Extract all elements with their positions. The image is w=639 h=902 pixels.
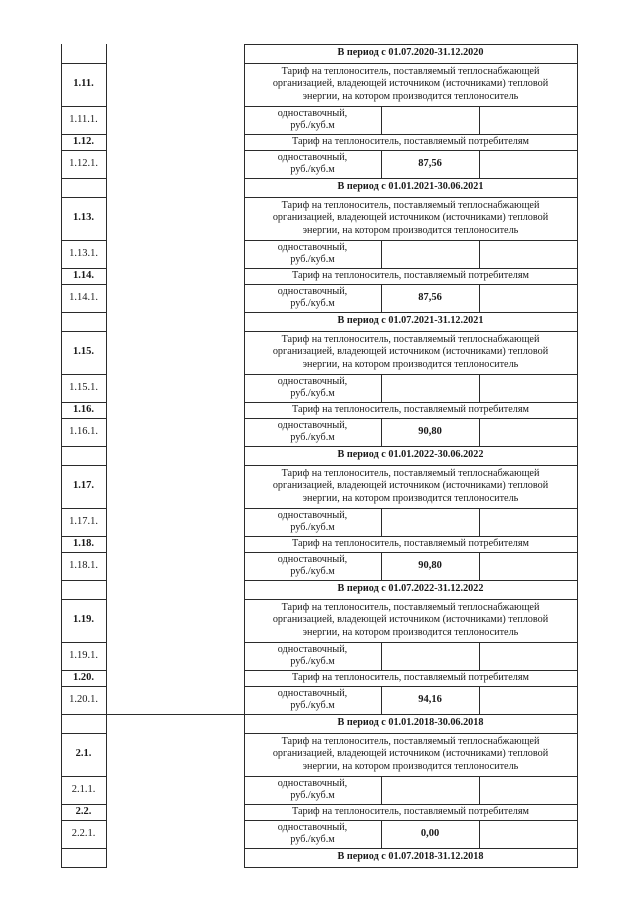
row-number: 1.19.1. xyxy=(69,649,98,661)
h-line xyxy=(244,776,578,777)
v-line-inner xyxy=(381,776,382,804)
rate-value xyxy=(381,508,479,536)
v-line-inner xyxy=(381,686,382,714)
h-line xyxy=(244,642,578,643)
h-line xyxy=(61,536,107,537)
v-line-inner xyxy=(479,686,480,714)
tariff-title: Тариф на теплоноситель, поставляемый теплоснабжающей организацией, владеющей источником (источниками) тепловой энергии, на котором производится теплоноситель xyxy=(272,467,549,504)
h-line xyxy=(244,820,578,821)
h-line xyxy=(61,508,107,509)
rate-value: 90,80 xyxy=(418,425,442,437)
row-number: 2.2.1. xyxy=(71,827,96,839)
rate-unit-label: одноставочный, руб./куб.м xyxy=(277,821,348,845)
v-line-inner xyxy=(479,820,480,848)
row-number: 1.16. xyxy=(73,403,94,415)
h-line xyxy=(61,268,107,269)
row-number: 1.11. xyxy=(73,78,94,90)
rate-unit-label: одноставочный, руб./куб.м xyxy=(277,151,348,175)
h-line xyxy=(244,268,578,269)
v-line-inner xyxy=(381,150,382,178)
tariff-title: Тариф на теплоноситель, поставляемый теплоснабжающей организацией, владеющей источником (источниками) тепловой энергии, на котором производится теплоноситель xyxy=(272,601,549,638)
h-line xyxy=(61,686,107,687)
row-number: 2.1. xyxy=(75,748,92,760)
h-line xyxy=(61,402,107,403)
h-line xyxy=(61,642,107,643)
rate-value: 94,16 xyxy=(418,693,442,705)
h-line xyxy=(61,374,107,375)
h-line xyxy=(61,446,107,447)
h-line xyxy=(244,178,578,179)
row-number: 1.16.1. xyxy=(69,425,98,437)
rate-value xyxy=(381,240,479,268)
row-number: 1.19. xyxy=(73,614,94,626)
tariff-subtitle: Тариф на теплоноситель, поставляемый потребителям xyxy=(292,269,529,281)
h-line xyxy=(244,508,578,509)
h-line xyxy=(244,312,578,313)
v-line-inner xyxy=(381,374,382,402)
h-line xyxy=(244,284,578,285)
period-header: В период с 01.01.2018-30.06.2018 xyxy=(337,717,484,729)
row-number: 1.13.1. xyxy=(69,247,98,259)
row-number: 1.17.1. xyxy=(69,515,98,527)
section-divider xyxy=(106,714,244,715)
rate-unit-label: одноставочный, руб./куб.м xyxy=(277,553,348,577)
rate-unit-label: одноставочный, руб./куб.м xyxy=(277,241,348,265)
period-header: В период с 01.07.2022-31.12.2022 xyxy=(337,583,484,595)
row-number: 1.18.1. xyxy=(69,559,98,571)
h-line xyxy=(61,178,107,179)
tariff-subtitle: Тариф на теплоноситель, поставляемый потребителям xyxy=(292,805,529,817)
row-number: 1.20. xyxy=(73,671,94,683)
rate-value xyxy=(381,106,479,134)
h-line xyxy=(244,150,578,151)
h-line xyxy=(61,848,107,849)
rate-value: 90,80 xyxy=(418,559,442,571)
h-line xyxy=(61,580,107,581)
tariff-title: Тариф на теплоноситель, поставляемый теплоснабжающей организацией, владеющей источником (источниками) тепловой энергии, на котором производится теплоноситель xyxy=(272,65,549,102)
h-line xyxy=(244,63,578,64)
v-line-inner xyxy=(479,508,480,536)
row-number: 1.12. xyxy=(73,135,94,147)
v-line-inner xyxy=(479,776,480,804)
h-line xyxy=(61,804,107,805)
row-number: 1.11.1. xyxy=(69,113,98,125)
row-number: 1.15. xyxy=(73,346,94,358)
v-line-inner xyxy=(479,150,480,178)
h-line xyxy=(244,446,578,447)
period-header: В период с 01.07.2021-31.12.2021 xyxy=(337,315,484,327)
rate-value: 87,56 xyxy=(418,157,442,169)
v-line-inner xyxy=(479,240,480,268)
tariff-subtitle: Тариф на теплоноситель, поставляемый потребителям xyxy=(292,537,529,549)
rate-value xyxy=(381,642,479,670)
rate-unit-label: одноставочный, руб./куб.м xyxy=(277,687,348,711)
rate-unit-label: одноставочный, руб./куб.м xyxy=(277,643,348,667)
v-line-inner xyxy=(381,106,382,134)
v-line-inner xyxy=(479,418,480,446)
h-line-bottom xyxy=(61,867,107,868)
h-line xyxy=(244,134,578,135)
h-line xyxy=(244,106,578,107)
tariff-subtitle: Тариф на теплоноситель, поставляемый потребителям xyxy=(292,403,529,415)
v-line-inner xyxy=(381,418,382,446)
row-number: 1.18. xyxy=(73,537,94,549)
h-line xyxy=(61,63,107,64)
h-line xyxy=(244,580,578,581)
h-line xyxy=(244,402,578,403)
h-line xyxy=(244,331,578,332)
h-line xyxy=(244,686,578,687)
v-line-inner xyxy=(381,820,382,848)
h-line xyxy=(244,733,578,734)
v-line-inner xyxy=(479,284,480,312)
rate-unit-label: одноставочный, руб./куб.м xyxy=(277,777,348,801)
h-line xyxy=(61,312,107,313)
rate-value: 87,56 xyxy=(418,291,442,303)
row-number: 1.15.1. xyxy=(69,381,98,393)
rate-value xyxy=(381,374,479,402)
rate-unit-label: одноставочный, руб./куб.м xyxy=(277,375,348,399)
row-number: 1.14. xyxy=(73,269,94,281)
h-line xyxy=(61,106,107,107)
h-line xyxy=(244,536,578,537)
tariff-title: Тариф на теплоноситель, поставляемый теплоснабжающей организацией, владеющей источником (источниками) тепловой энергии, на котором производится теплоноситель xyxy=(272,735,549,772)
rate-value xyxy=(381,776,479,804)
v-line-inner xyxy=(479,106,480,134)
v-line-inner xyxy=(381,642,382,670)
tariff-subtitle: Тариф на теплоноситель, поставляемый потребителям xyxy=(292,671,529,683)
tariff-title: Тариф на теплоноситель, поставляемый теплоснабжающей организацией, владеющей источником (источниками) тепловой энергии, на котором производится теплоноситель xyxy=(272,199,549,236)
v-line xyxy=(106,44,107,868)
h-line xyxy=(61,331,107,332)
row-number: 2.1.1. xyxy=(71,783,96,795)
h-line xyxy=(61,820,107,821)
h-line xyxy=(61,240,107,241)
period-header: В период с 01.01.2021-30.06.2021 xyxy=(337,181,484,193)
h-line-bottom xyxy=(244,867,578,868)
h-line xyxy=(61,134,107,135)
v-line xyxy=(577,44,578,868)
tariff-subtitle: Тариф на теплоноситель, поставляемый потребителям xyxy=(292,135,529,147)
h-line xyxy=(61,465,107,466)
period-header: В период с 01.07.2018-31.12.2018 xyxy=(337,851,484,863)
rate-unit-label: одноставочный, руб./куб.м xyxy=(277,509,348,533)
row-number: 1.12.1. xyxy=(69,157,98,169)
tariff-title: Тариф на теплоноситель, поставляемый теплоснабжающей организацией, владеющей источником (источниками) тепловой энергии, на котором производится теплоноситель xyxy=(272,333,549,370)
h-line xyxy=(61,776,107,777)
v-line-inner xyxy=(479,552,480,580)
h-line xyxy=(244,197,578,198)
h-line xyxy=(244,44,578,45)
v-line-inner xyxy=(381,508,382,536)
h-line xyxy=(61,197,107,198)
row-number: 1.17. xyxy=(73,480,94,492)
h-line xyxy=(61,599,107,600)
h-line xyxy=(244,552,578,553)
h-line xyxy=(61,552,107,553)
row-number: 1.14.1. xyxy=(69,291,98,303)
rate-unit-label: одноставочный, руб./куб.м xyxy=(277,107,348,131)
row-number: 1.20.1. xyxy=(69,693,98,705)
rate-unit-label: одноставочный, руб./куб.м xyxy=(277,419,348,443)
v-line-inner xyxy=(479,642,480,670)
rate-value: 0,00 xyxy=(420,827,440,839)
h-line xyxy=(244,599,578,600)
period-header: В период с 01.01.2022-30.06.2022 xyxy=(337,449,484,461)
h-line xyxy=(61,150,107,151)
h-line xyxy=(244,804,578,805)
h-line xyxy=(61,670,107,671)
h-line xyxy=(61,733,107,734)
h-line xyxy=(244,374,578,375)
h-line xyxy=(61,418,107,419)
v-line xyxy=(244,44,245,868)
row-number: 1.13. xyxy=(73,212,94,224)
h-line xyxy=(244,714,578,715)
h-line xyxy=(61,284,107,285)
v-line-inner xyxy=(479,374,480,402)
rate-unit-label: одноставочный, руб./куб.м xyxy=(277,285,348,309)
v-line-inner xyxy=(381,284,382,312)
h-line xyxy=(244,418,578,419)
h-line xyxy=(244,670,578,671)
row-number: 2.2. xyxy=(75,805,92,817)
v-line-inner xyxy=(381,240,382,268)
h-line xyxy=(244,848,578,849)
h-line xyxy=(244,465,578,466)
v-line xyxy=(61,44,62,868)
v-line-inner xyxy=(381,552,382,580)
period-header: В период с 01.07.2020-31.12.2020 xyxy=(337,47,484,59)
h-line xyxy=(61,714,107,715)
h-line xyxy=(244,240,578,241)
